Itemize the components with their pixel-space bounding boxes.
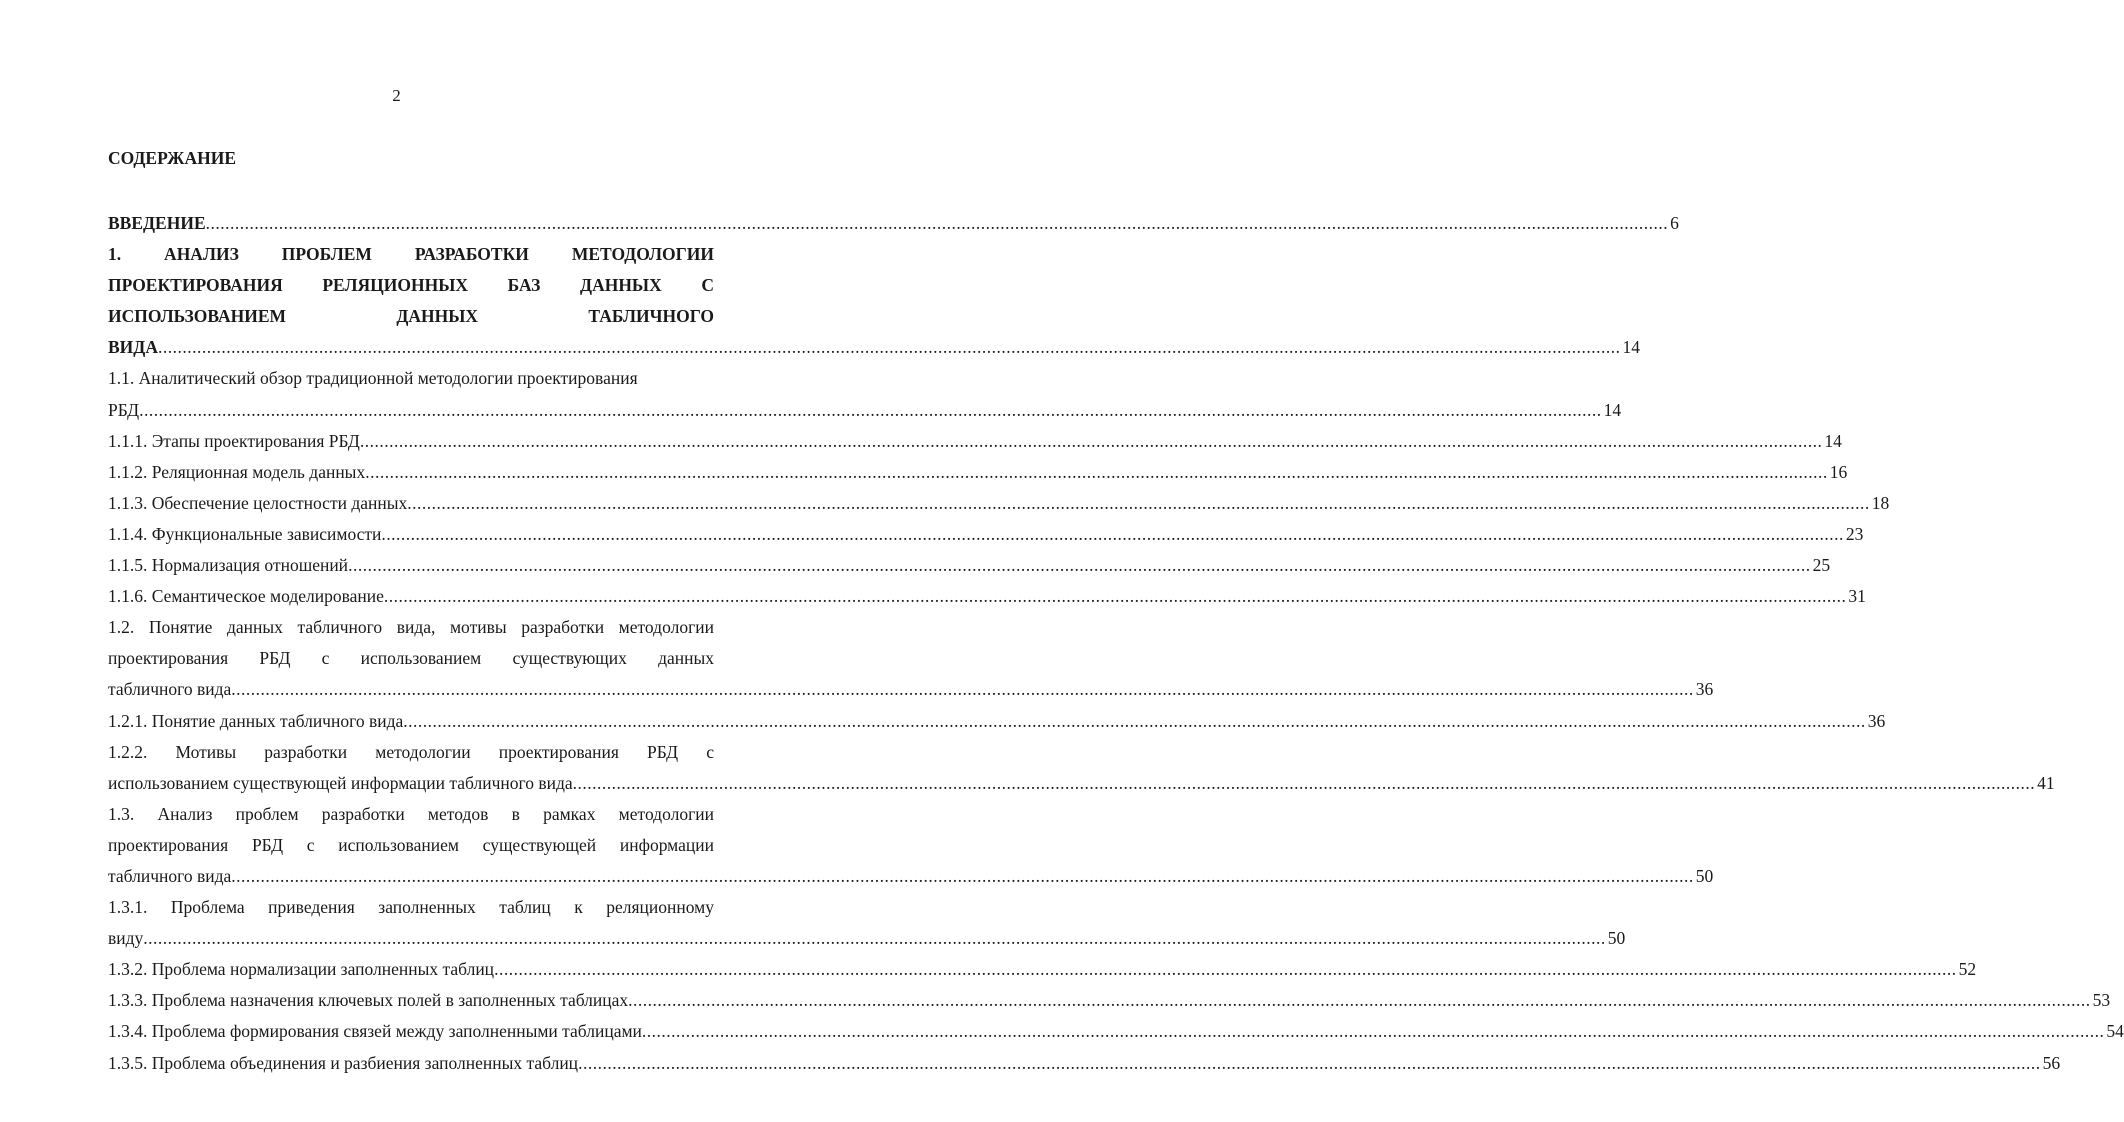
toc-entry-line: [108, 426, 1842, 457]
toc-page-number: 36: [1867, 710, 1886, 731]
toc-entry-line: [108, 985, 2111, 1016]
toc-entry-line: проектирования РБД с использованием существующих данных: [108, 648, 714, 669]
toc-entry-text: 1.1.1. Этапы проектирования РБД: [108, 430, 360, 451]
toc-entry-line: [108, 674, 1714, 705]
toc-entry-text: табличного вида: [108, 865, 232, 886]
toc-entry-line: проектирования РБД с использованием существующей информации: [108, 834, 714, 855]
toc-page-number: 53: [2092, 990, 2111, 1011]
toc-entry-line: [108, 208, 1679, 239]
toc-entry-text: 1.3.3. Проблема назначения ключевых полей в заполненных таблицах: [108, 990, 629, 1011]
toc-page-number: 52: [1958, 959, 1977, 980]
toc-page-number: 14: [1622, 337, 1640, 358]
toc-entry-text: использованием существующей информации табличного вида: [108, 772, 573, 793]
toc-entry-line: 1.2.2. Мотивы разработки методологии проектирования РБД с: [108, 741, 714, 762]
toc-page-number: 56: [2042, 1052, 2061, 1073]
toc-entry-line: [108, 581, 1866, 612]
toc-entry-text: табличного вида: [108, 679, 232, 700]
dot-leader: ............................................................................................................................................................................................................................................................................................................: [348, 555, 1811, 576]
toc-entry-line: [108, 768, 2055, 799]
toc-entry-line: ПРОЕКТИРОВАНИЯ РЕЛЯЦИОННЫХ БАЗ ДАННЫХ С: [108, 275, 714, 296]
toc-entry-line: [108, 550, 1831, 581]
toc-entry-line: ИСПОЛЬЗОВАНИЕМ ДАННЫХ ТАБЛИЧНОГО: [108, 306, 714, 327]
dot-leader: ............................................................................................................................................................................................................................................................................................................: [407, 492, 1870, 513]
dot-leader: ............................................................................................................................................................................................................................................................................................................: [381, 523, 1844, 544]
toc-page-number: 23: [1845, 523, 1864, 544]
toc-entry-text: 1.3.5. Проблема объединения и разбиения заполненных таблиц: [108, 1052, 579, 1073]
dot-leader: ............................................................................................................................................................................................................................................................................................................: [403, 710, 1866, 731]
toc-entry-text: 1.1.4. Функциональные зависимости: [108, 523, 382, 544]
toc-entry-line: [108, 395, 1622, 426]
toc-page-number: 18: [1871, 492, 1890, 513]
dot-leader: ............................................................................................................................................................................................................................................................................................................: [143, 928, 1606, 949]
dot-leader: ............................................................................................................................................................................................................................................................................................................: [231, 865, 1694, 886]
toc-page-number: 36: [1695, 679, 1714, 700]
toc-entry-line: [108, 332, 1640, 363]
toc-page-number: 14: [1824, 430, 1842, 451]
toc-entry-line: [108, 954, 1977, 985]
toc-entry-line: 1.3.1. Проблема приведения заполненных таблиц к реляционному: [108, 897, 714, 918]
toc-entry-line: [108, 519, 1864, 550]
dot-leader: ............................................................................................................................................................................................................................................................................................................: [231, 679, 1694, 700]
toc-entry-line: [108, 457, 1848, 488]
dot-leader: ............................................................................................................................................................................................................................................................................................................: [359, 430, 1823, 451]
toc-page-number: 14: [1603, 399, 1622, 420]
dot-leader: ............................................................................................................................................................................................................................................................................................................: [641, 1021, 2105, 1042]
toc-entry-text: 1.1.6. Семантическое моделирование: [108, 586, 384, 607]
toc-entry-text: РБД: [108, 399, 140, 420]
toc-page-number: 6: [1670, 213, 1679, 233]
toc-entry-text: 1.3.2. Проблема нормализации заполненных таблиц: [108, 959, 495, 980]
toc-entry-text: ВВЕДЕНИЕ: [108, 213, 206, 233]
toc-entry-line: [108, 488, 1890, 519]
dot-leader: ............................................................................................................................................................................................................................................................................................................: [139, 399, 1602, 420]
toc-entry-line: 1. АНАЛИЗ ПРОБЛЕМ РАЗРАБОТКИ МЕТОДОЛОГИИ: [108, 244, 714, 265]
dot-leader: ............................................................................................................................................................................................................................................................................................................: [365, 461, 1828, 482]
toc-page-number: 50: [1695, 865, 1714, 886]
toc-entry-text: 1.1.3. Обеспечение целостности данных: [108, 492, 408, 513]
toc-page-number: 31: [1848, 586, 1866, 607]
dot-leader: ............................................................................................................................................................................................................................................................................................................: [494, 959, 1957, 980]
dot-leader: ............................................................................................................................................................................................................................................................................................................: [578, 1052, 2041, 1073]
page-title: СОДЕРЖАНИЕ: [108, 148, 237, 168]
toc-entry-line: [108, 1016, 2124, 1047]
page-number: 2: [392, 86, 401, 105]
toc-entry-text: 1.1.2. Реляционная модель данных: [108, 461, 366, 482]
toc-entry-line: [108, 923, 1626, 954]
dot-leader: ............................................................................................................................................................................................................................................................................................................: [157, 337, 1621, 358]
toc-page-number: 50: [1607, 928, 1626, 949]
toc-entry-line: 1.3. Анализ проблем разработки методов в рамках методологии: [108, 803, 714, 824]
toc-entry-text: 1.2.1. Понятие данных табличного вида: [108, 710, 404, 731]
toc-entry-text: 1.1.5. Нормализация отношений: [108, 555, 349, 576]
toc-entry-text: ВИДА: [108, 337, 158, 358]
toc-entry-line: 1.2. Понятие данных табличного вида, мотивы разработки методологии: [108, 617, 714, 638]
toc-page-number: 41: [2037, 772, 2055, 793]
toc-entry-line: [108, 1048, 2061, 1079]
toc-entry-text: виду: [108, 928, 144, 949]
dot-leader: ............................................................................................................................................................................................................................................................................................................: [205, 213, 1669, 233]
dot-leader: ............................................................................................................................................................................................................................................................................................................: [383, 586, 1847, 607]
dot-leader: ............................................................................................................................................................................................................................................................................................................: [572, 772, 2036, 793]
toc-entry-line: [108, 861, 1714, 892]
toc-entry-line: [108, 706, 1886, 737]
dot-leader: ............................................................................................................................................................................................................................................................................................................: [628, 990, 2091, 1011]
toc-entry-line: 1.1. Аналитический обзор традиционной методологии проектирования: [108, 368, 638, 389]
toc-page-number: 16: [1829, 461, 1848, 482]
toc-page-number: 54: [2106, 1021, 2124, 1042]
toc-page-number: 25: [1812, 555, 1831, 576]
toc-entry-text: 1.3.4. Проблема формирования связей между заполненными таблицами: [108, 1021, 642, 1042]
table-of-contents: [108, 208, 2124, 1079]
